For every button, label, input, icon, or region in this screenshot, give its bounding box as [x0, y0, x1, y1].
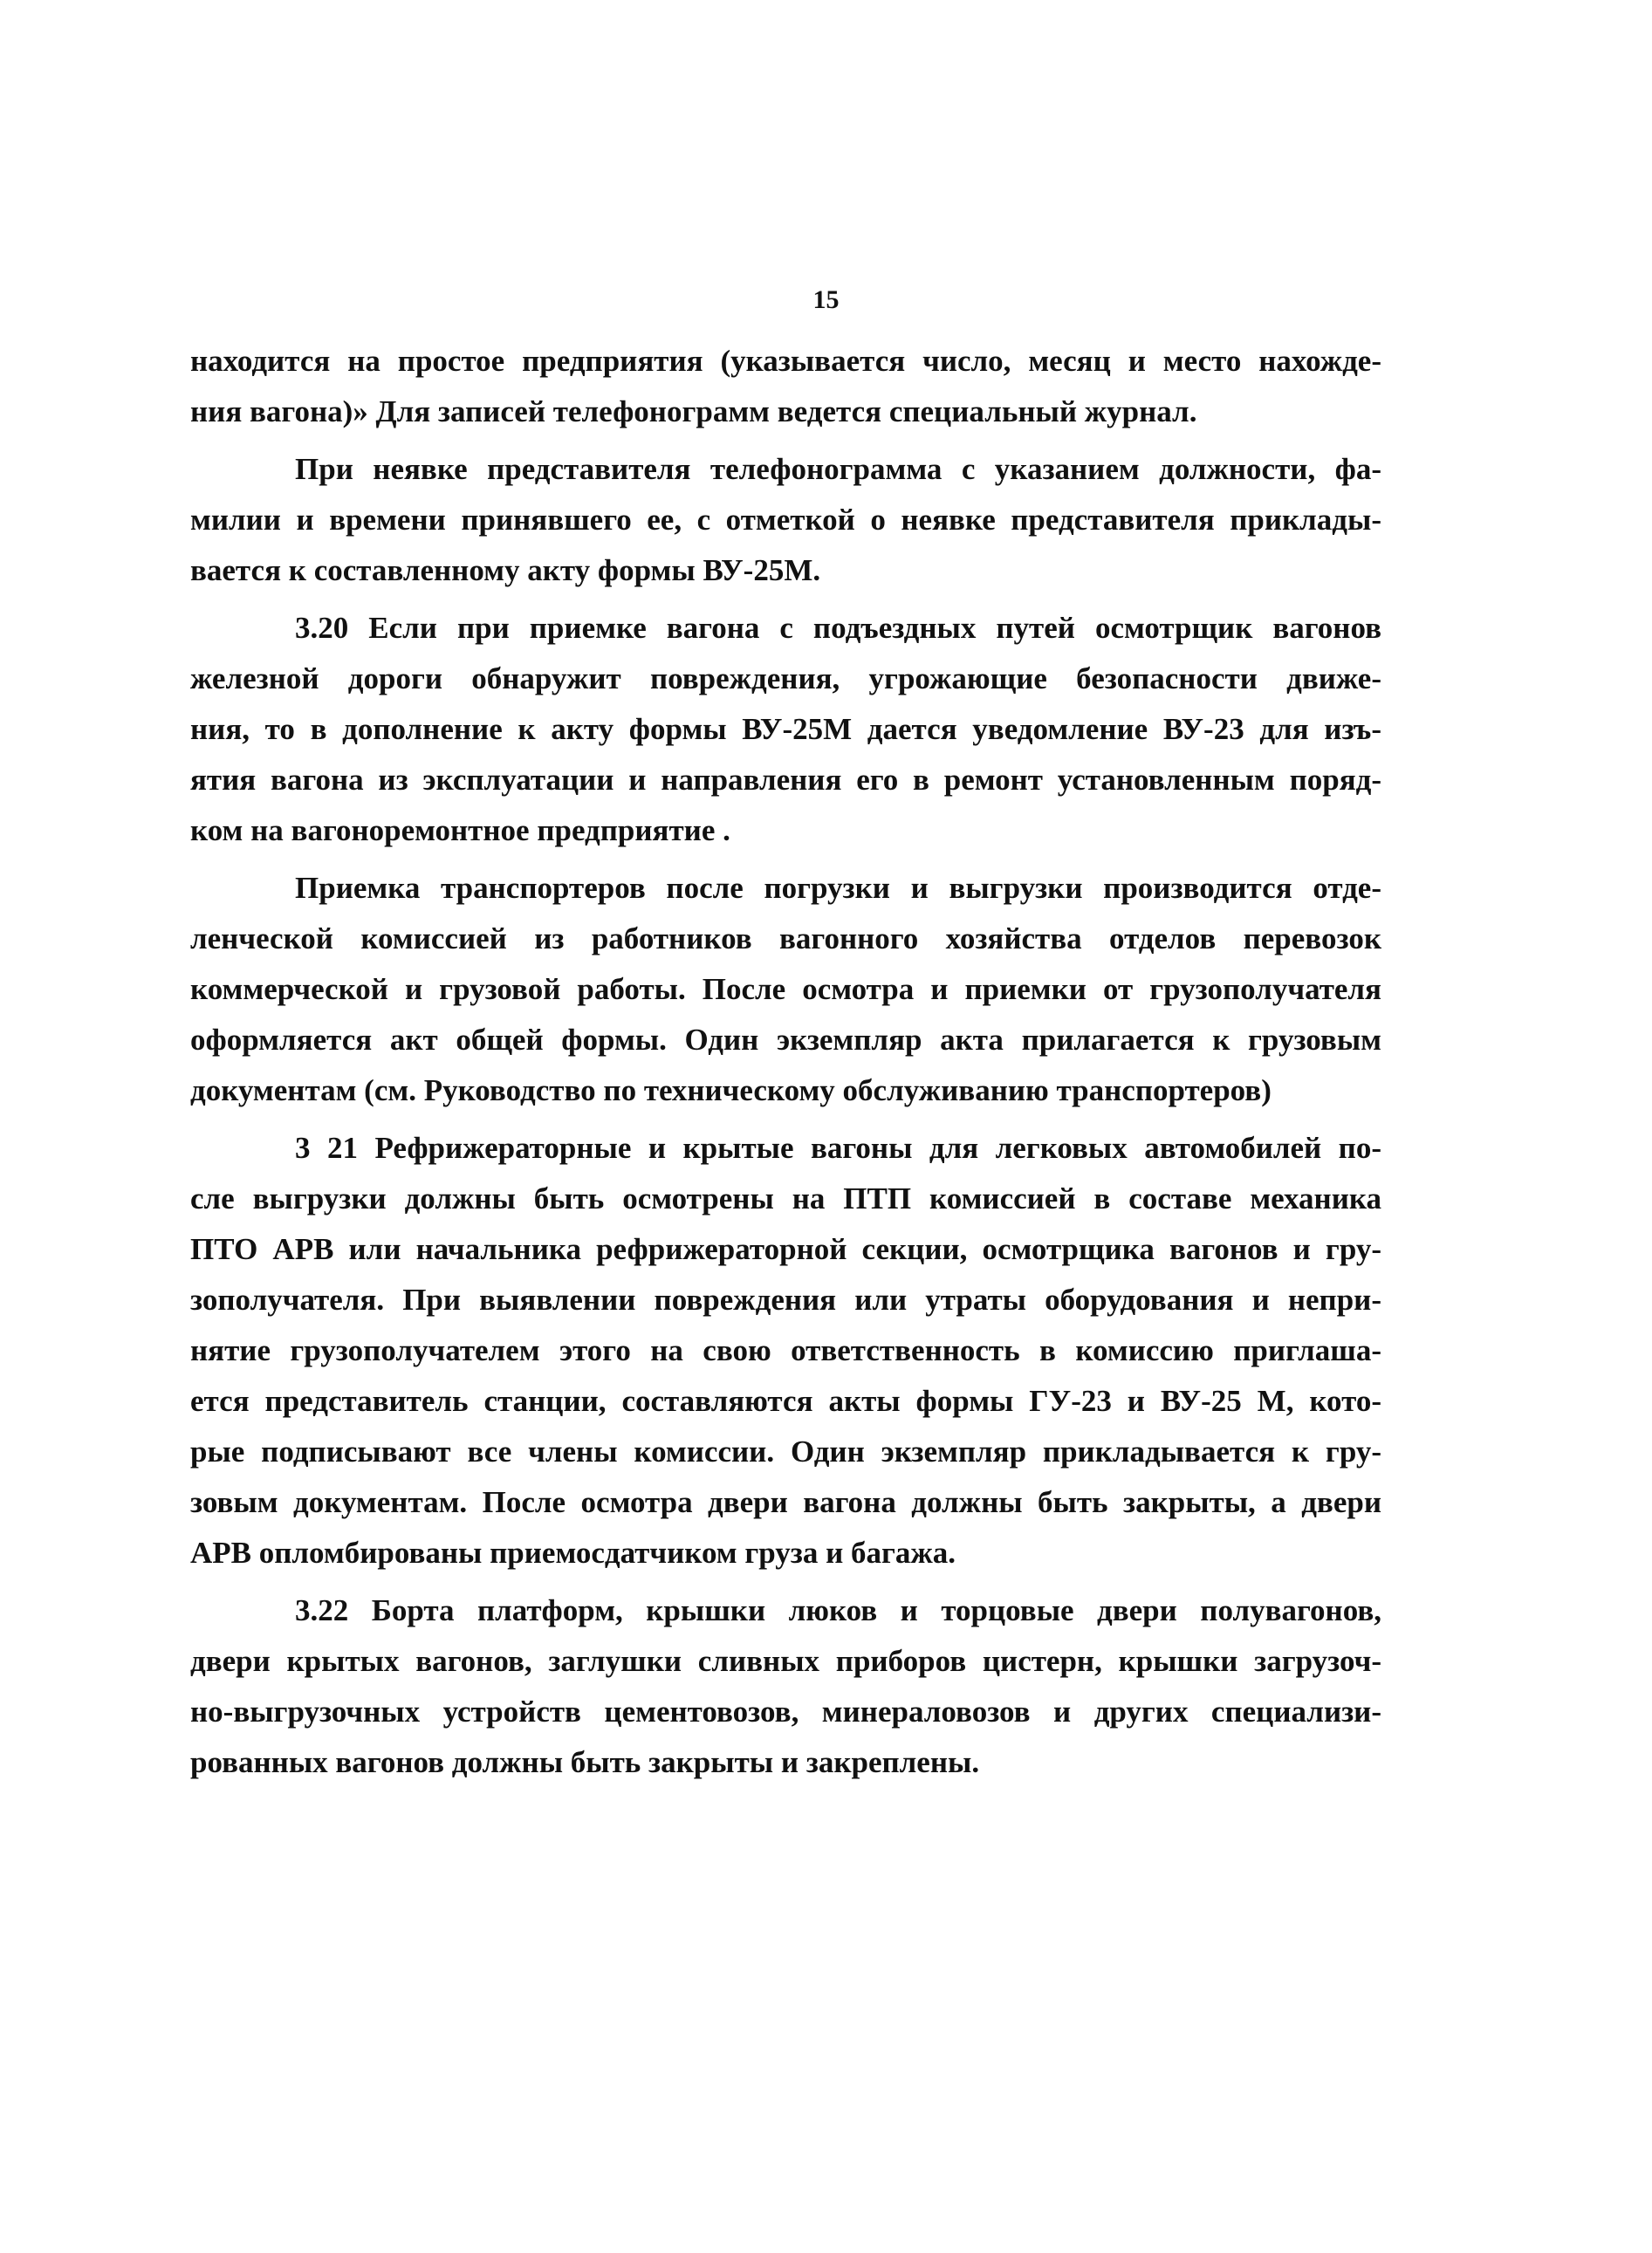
text-line: ния вагона)» Для записей телефонограмм ведется специальный журнал. [190, 394, 1197, 428]
page-number: 15 [812, 285, 840, 314]
paragraph [190, 1585, 1381, 1788]
text-line: ятия вагона из эксплуатации и направления его в ремонт установленным поряд- [190, 763, 1381, 797]
text-line: При неявке представителя телефонограмма с указанием должности, фа- [295, 452, 1381, 486]
text-line: железной дороги обнаружит повреждения, угрожающие безопасности движе- [190, 661, 1381, 695]
text-line: оформляется акт общей формы. Один экземпляр акта прилагается к грузовым [190, 1023, 1381, 1057]
text-line: но-выгрузочных устройств цементовозов, минераловозов и других специализи- [190, 1695, 1381, 1729]
paragraph [190, 444, 1381, 596]
text-line: ком на вагоноремонтное предприятие . [190, 813, 730, 847]
text-line: милии и времени принявшего ее, с отметкой о неявке представителя приклады- [190, 503, 1381, 537]
text-line: нятие грузополучателем этого на свою ответственность в комиссию приглаша- [190, 1333, 1381, 1367]
text-line: коммерческой и грузовой работы. После осмотра и приемки от грузополучателя [190, 972, 1381, 1006]
text-line: ется представитель станции, составляются акты формы ГУ-23 и ВУ-25 М, кото- [190, 1384, 1381, 1418]
text-line: 3.20 Если при приемке вагона с подъездных путей осмотрщик вагонов [295, 611, 1381, 645]
paragraph [190, 603, 1381, 856]
text-line: зополучателя. При выявлении повреждения или утраты оборудования и непри- [190, 1283, 1381, 1317]
paragraph [190, 336, 1381, 437]
text-line: зовым документам. После осмотра двери вагона должны быть закрыты, а двери [190, 1485, 1381, 1519]
text-line: 3 21 Рефрижераторные и крытые вагоны для легковых автомобилей по- [295, 1131, 1381, 1165]
text-line: рые подписывают все члены комиссии. Один экземпляр прикладывается к гру- [190, 1435, 1381, 1469]
text-line: вается к составленному акту формы ВУ-25М. [190, 553, 821, 587]
text-line: находится на простое предприятия (указывается число, месяц и место нахожде- [190, 344, 1381, 378]
text-line: АРВ опломбированы приемосдатчиком груза и багажа. [190, 1536, 956, 1570]
text-line: двери крытых вагонов, заглушки сливных приборов цистерн, крышки загрузоч- [190, 1644, 1381, 1678]
text-line: 3.22 Борта платформ, крышки люков и торцовые двери полувагонов, [295, 1593, 1381, 1627]
text-line: ленческой комиссией из работников вагонного хозяйства отделов перевозок [190, 921, 1381, 955]
text-line: документам (см. Руководство по техническому обслуживанию транспортеров) [190, 1073, 1272, 1107]
text-line: рованных вагонов должны быть закрыты и закреплены. [190, 1745, 980, 1779]
text-line: ния, то в дополнение к акту формы ВУ-25М дается уведомление ВУ-23 для изъ- [190, 712, 1381, 746]
paragraph [190, 863, 1381, 1116]
text-line: ПТО АРВ или начальника рефрижераторной секции, осмотрщика вагонов и гру- [190, 1232, 1381, 1266]
text-line: сле выгрузки должны быть осмотрены на ПТП комиссией в составе механика [190, 1181, 1381, 1216]
paragraph [190, 1123, 1381, 1578]
body-text [190, 336, 1381, 1795]
text-line: Приемка транспортеров после погрузки и выгрузки производится отде- [295, 871, 1381, 905]
